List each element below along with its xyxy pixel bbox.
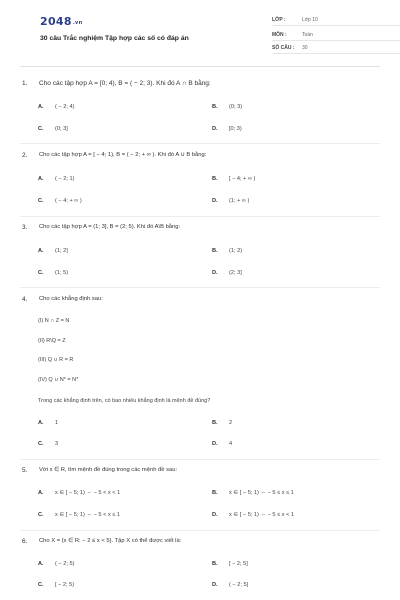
question-number: 1.	[22, 80, 28, 87]
question-number: 3.	[22, 224, 28, 231]
question-5	[20, 467, 380, 479]
statement-1: (I) N ∩ Z = N	[38, 318, 70, 324]
meta-value: Lớp 10	[302, 17, 318, 23]
header-divider	[20, 66, 380, 67]
question-text: Cho X = {x ∈ R: − 2 ≤ x < 5}. Tập X có thể được viết là:	[39, 538, 182, 544]
question-number: 2.	[22, 152, 28, 159]
question-4	[20, 296, 380, 308]
question-number: 5.	[22, 467, 28, 474]
question-6	[20, 538, 380, 550]
question-divider	[20, 459, 380, 460]
meta-row-subject	[272, 29, 400, 41]
document-title: 30 câu Trắc nghiệm Tập hợp các số có đáp án	[40, 35, 189, 42]
question-number: 6.	[22, 538, 28, 545]
question-divider	[20, 216, 380, 217]
meta-row-grade	[272, 14, 400, 26]
statement-2: (II) R\Q = Z	[38, 338, 66, 344]
question-2	[20, 152, 380, 164]
meta-row-count	[272, 42, 400, 54]
question-prompt: Trong các khẳng định trên, có bao nhiêu khẳng định là mệnh đề đúng?	[38, 398, 211, 404]
question-1	[20, 80, 380, 92]
question-number: 4.	[22, 296, 28, 303]
question-divider	[20, 287, 380, 288]
meta-value: 30	[302, 45, 308, 51]
meta-label: MÔN :	[272, 32, 287, 38]
question-text: Cho các khẳng định sau:	[39, 296, 103, 302]
question-text: Cho các tập hợp A = (1; 3], B = (2; 5). Khi đó A\B bằng:	[39, 224, 181, 230]
question-3	[20, 224, 380, 236]
document-page: 2048.vn 30 câu Trắc nghiệm Tập hợp các số có đáp án LỚP : Lớp 10 MÔN : Toán SỐ CÂU : 30 1. Cho các tập hợp A = [0; 4), B = ( − 2; 3). Khi đó A ∩ B bằng: A. ( − 2; 4) B. (0; 3) C. (0; 3] D. [0; 3) 2. Cho các tập hợp A = [ − 4; 1), B = ( − 2; + ∞ ). Khi đó A ∪ B bằng: A. ( − 2; 1) B. [ − 4; + ∞ ) C. ( − 4; + ∞ ) D. (1; + ∞ ) 3. Cho các tập hợp A = (1; 3], B = (2; 5). Khi đó A\B bằng: A. (1; 2] B. (1; 2) C. (1; 5) D. (2; 3] 4. Cho các khẳng định sau: (I) N ∩ Z = N (II) R\Q = Z (III) Q ∪ R = R (IV) Q ∪ N* = N* Trong các khẳng định trên, có bao nhiêu khẳng định là mệnh đề đúng? A. 1 B. 2 C. 3 D. 4 5. Với x ∈ R, tìm mệnh đề đúng trong các mệnh đề sau: A. x ∈ [ − 5; 1) ⇔ − 5 < x < 1 B. x ∈ [ − 5; 1) ⇔ − 5 ≤ x ≤ 1 C. x ∈ [ − 5; 1) ⇔ − 5 < x ≤ 1 D. x ∈ [ − 5; 1) ⇔ − 5 ≤ x < 1 6. Cho X = {x ∈ R: − 2 ≤ x < 5}. Tập X có thể được viết là: A. ( − 2; 5) B. [ − 2; 5] C. [ − 2; 5) D. ( − 2; 5]	[0, 0, 400, 600]
question-text: Cho các tập hợp A = [0; 4), B = ( − 2; 3). Khi đó A ∩ B bằng:	[39, 80, 211, 87]
statement-4: (IV) Q ∪ N* = N*	[38, 377, 79, 383]
question-text: Với x ∈ R, tìm mệnh đề đúng trong các mệnh đề sau:	[39, 467, 178, 473]
document-header	[20, 0, 380, 62]
meta-label: LỚP :	[272, 17, 286, 23]
meta-value: Toán	[302, 32, 313, 38]
site-logo[interactable]: 2048.vn	[40, 15, 83, 28]
question-divider	[20, 143, 380, 144]
question-divider	[20, 530, 380, 531]
question-text: Cho các tập hợp A = [ − 4; 1), B = ( − 2; + ∞ ). Khi đó A ∪ B bằng:	[39, 152, 207, 158]
meta-label: SỐ CÂU :	[272, 45, 295, 51]
statement-3: (III) Q ∪ R = R	[38, 357, 74, 363]
